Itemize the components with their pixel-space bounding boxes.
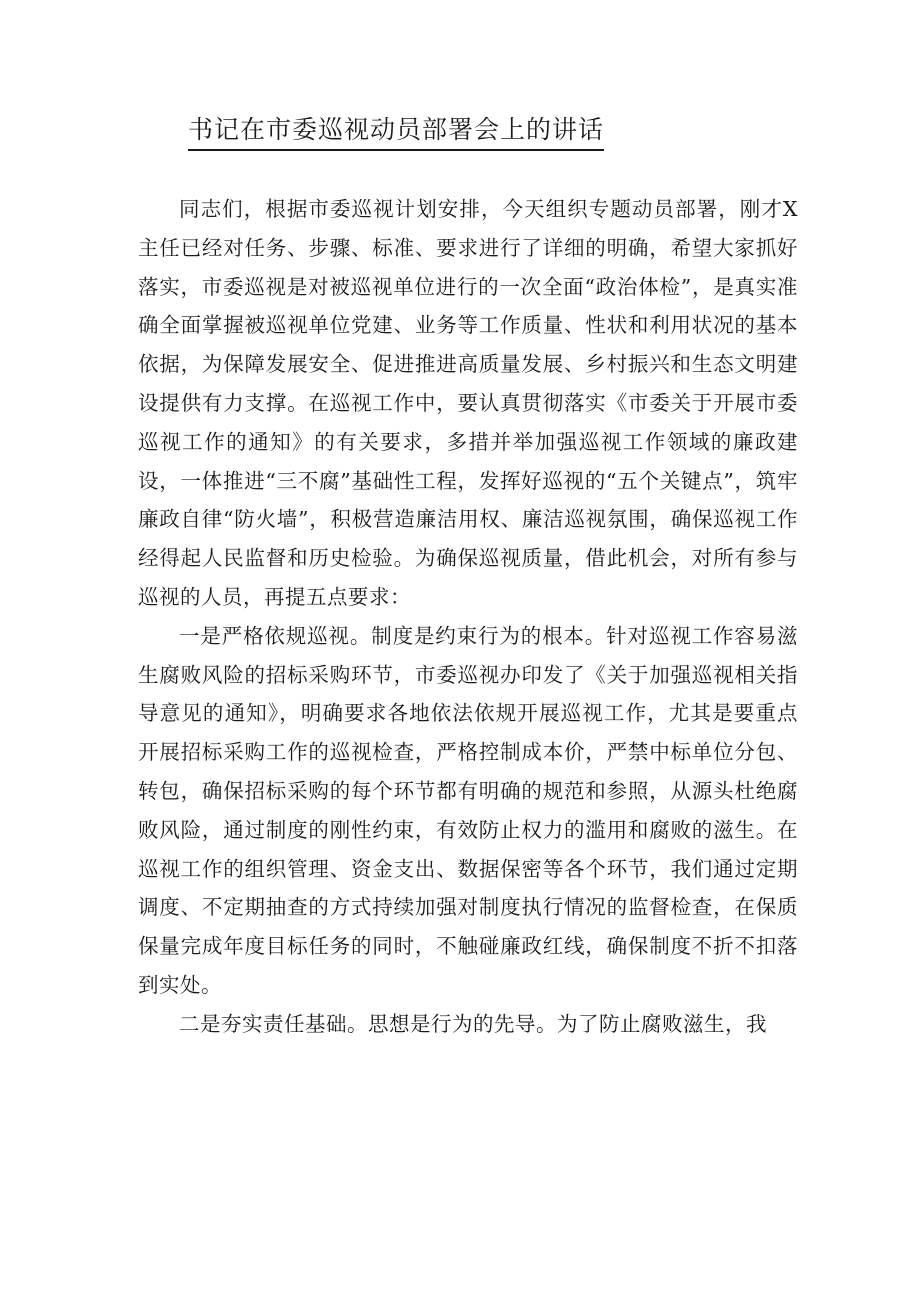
paragraph-point-one: 一是严格依规巡视。制度是约束行为的根本。针对巡视工作容易滋生腐败风险的招标采购环节，市委巡视办印发了《关于加强巡视相关指导意见的通知》，明确要求各地依法依规开展巡视工作，尤其是要重点开展招标采购工作的巡视检查，严格控制成本价，严禁中标单位分包、转包，确保招标采购的每个环节都有明确的规范和参照，从源头杜绝腐败风险，通过制度的刚性约束，有效防止权力的滥用和腐败的滋生。在巡视工作的组织管理、资金支出、数据保密等各个环节，我们通过定期调度、不定期抽查的方式持续加强对制度执行情况的监督检查，在保质保量完成年度目标任务的同时，不触碰廉政红线，确保制度不折不扣落到实处。	[138, 623, 798, 997]
paragraph-point-two: 二是夯实责任基础。思想是行为的先导。为了防止腐败滋生，我	[179, 1011, 767, 1036]
document-body	[138, 190, 798, 1044]
document-title: 书记在市委巡视动员部署会上的讲话	[188, 112, 604, 151]
paragraph-intro: 同志们，根据市委巡视计划安排，今天组织专题动员部署，刚才X主任已经对任务、步骤、标准、要求进行了详细的明确，希望大家抓好落实，市委巡视是对被巡视单位进行的一次全面“政治体检”，是真实准确全面掌握被巡视单位党建、业务等工作质量、性状和利用状况的基本依据，为保障发展安全、促进推进高质量发展、乡村振兴和生态文明建设提供有力支撑。在巡视工作中，要认真贯彻落实《市委关于开展市委巡视工作的通知》的有关要求，多措并举加强巡视工作领域的廉政建设，一体推进“三不腐”基础性工程，发挥好巡视的“五个关键点”，筑牢廉政自律“防火墙”，积极营造廉洁用权、廉洁巡视氛围，确保巡视工作经得起人民监督和历史检验。为确保巡视质量，借此机会，对所有参与巡视的人员，再提五点要求：	[138, 197, 798, 609]
